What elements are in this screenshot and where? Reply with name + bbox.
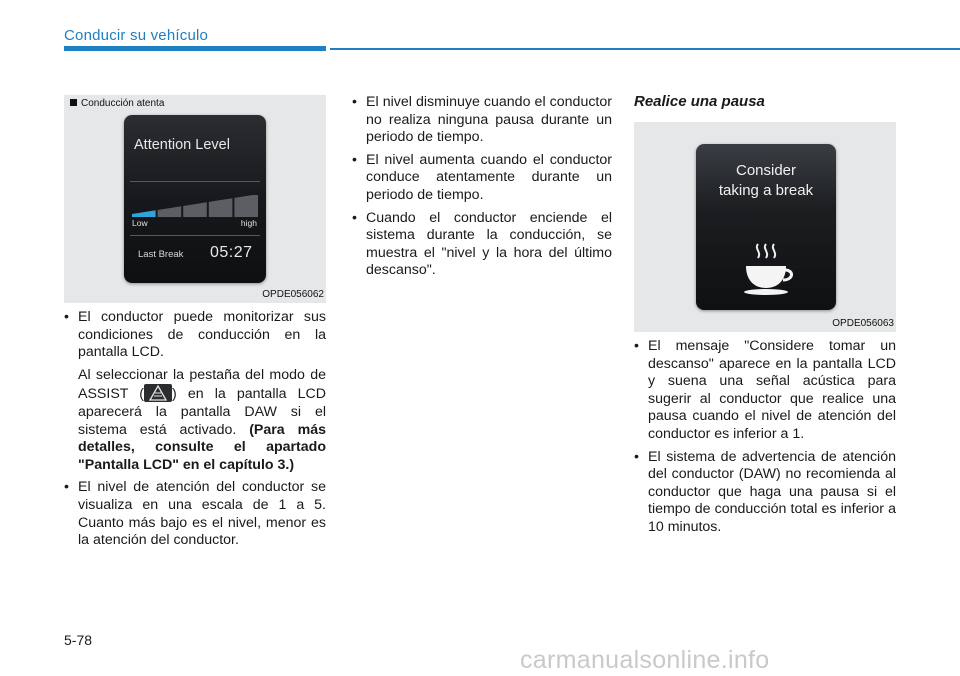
attention-level-bars — [132, 195, 258, 217]
header-rule-thick — [64, 46, 326, 51]
paragraph-bold-text: (Para más detalles, consulte el apartado "Pantalla LCD" en el capítulo 3.) — [78, 421, 326, 473]
coffee-cup-icon — [736, 240, 796, 300]
lcd-title: Attention Level — [134, 137, 230, 153]
low-label: Low — [132, 218, 148, 228]
figure-code: OPDE056062 — [262, 289, 324, 300]
lcd-screen — [696, 144, 836, 310]
watermark: carmanualsonline.info — [520, 646, 770, 674]
text-column-1 — [64, 309, 326, 555]
attention-level-segment — [132, 210, 156, 217]
attention-level-segment — [183, 202, 207, 217]
bullet-item: • El conductor puede monitorizar sus condiciones de conducción en la pantalla LCD. — [64, 309, 326, 362]
page-number: 5-78 — [64, 632, 93, 648]
lcd-divider — [130, 235, 260, 236]
bullet-item: • El nivel de atención del conductor se visualiza en una escala de 1 a 5. Cuanto más bajo es el nivel, menor es la atención del conductor. — [64, 479, 326, 549]
square-bullet-icon — [70, 99, 77, 106]
section-title: Realice una pausa — [634, 93, 765, 110]
paragraph — [64, 367, 326, 475]
last-break-time: 05:27 — [210, 244, 253, 261]
text-column-2 — [352, 94, 612, 285]
bullet-item: • El sistema de advertencia de atención del conductor (DAW) no recomienda al conductor que haga una pausa si el tiempo de conducción total es inferior a 10 minutos. — [634, 449, 896, 537]
lcd-screen — [124, 115, 266, 283]
high-label: high — [240, 218, 257, 228]
lcd-divider — [130, 181, 260, 182]
bullet-item: • Cuando el conductor enciende el sistema durante la conducción, se muestra el "nivel y la hora del último descanso". — [352, 210, 612, 280]
lcd-message-line-1: Consider — [735, 162, 797, 179]
paragraph-text: ) en la pantalla LCD aparecerá la pantalla DAW si el sistema está activado. — [78, 386, 326, 438]
header-rule-thin — [330, 48, 960, 50]
attention-level-segment — [158, 206, 182, 217]
figure-attention-level — [64, 95, 326, 303]
bullet-item: • El mensaje "Considere tomar un descanso" aparece en la pantalla LCD y suena una señal acústica para sugerir al conductor que realice una pausa cuando el nivel de atención del conductor es inferior a 1. — [634, 338, 896, 444]
figure-caption — [70, 98, 164, 109]
figure-caption-text: Conducción atenta — [81, 98, 165, 109]
assist-mode-icon — [144, 384, 172, 402]
text-column-3 — [634, 338, 896, 542]
lcd-message-line-2: taking a break — [718, 182, 814, 199]
figure-take-a-break — [634, 122, 896, 332]
last-break-label: Last Break — [138, 249, 184, 260]
header-title: Conducir su vehículo — [64, 27, 209, 44]
attention-level-segment — [209, 198, 233, 217]
bullet-item: • El nivel aumenta cuando el conductor conduce atentamente durante un periodo de tiempo. — [352, 152, 612, 205]
bullet-item: • El nivel disminuye cuando el conductor no realiza ninguna pausa durante un periodo de tiempo. — [352, 94, 612, 147]
attention-level-segment — [234, 195, 258, 217]
figure-code: OPDE056063 — [832, 318, 894, 329]
paragraph-text: Al seleccionar la pestaña del modo de ASSIST ( — [78, 366, 326, 403]
